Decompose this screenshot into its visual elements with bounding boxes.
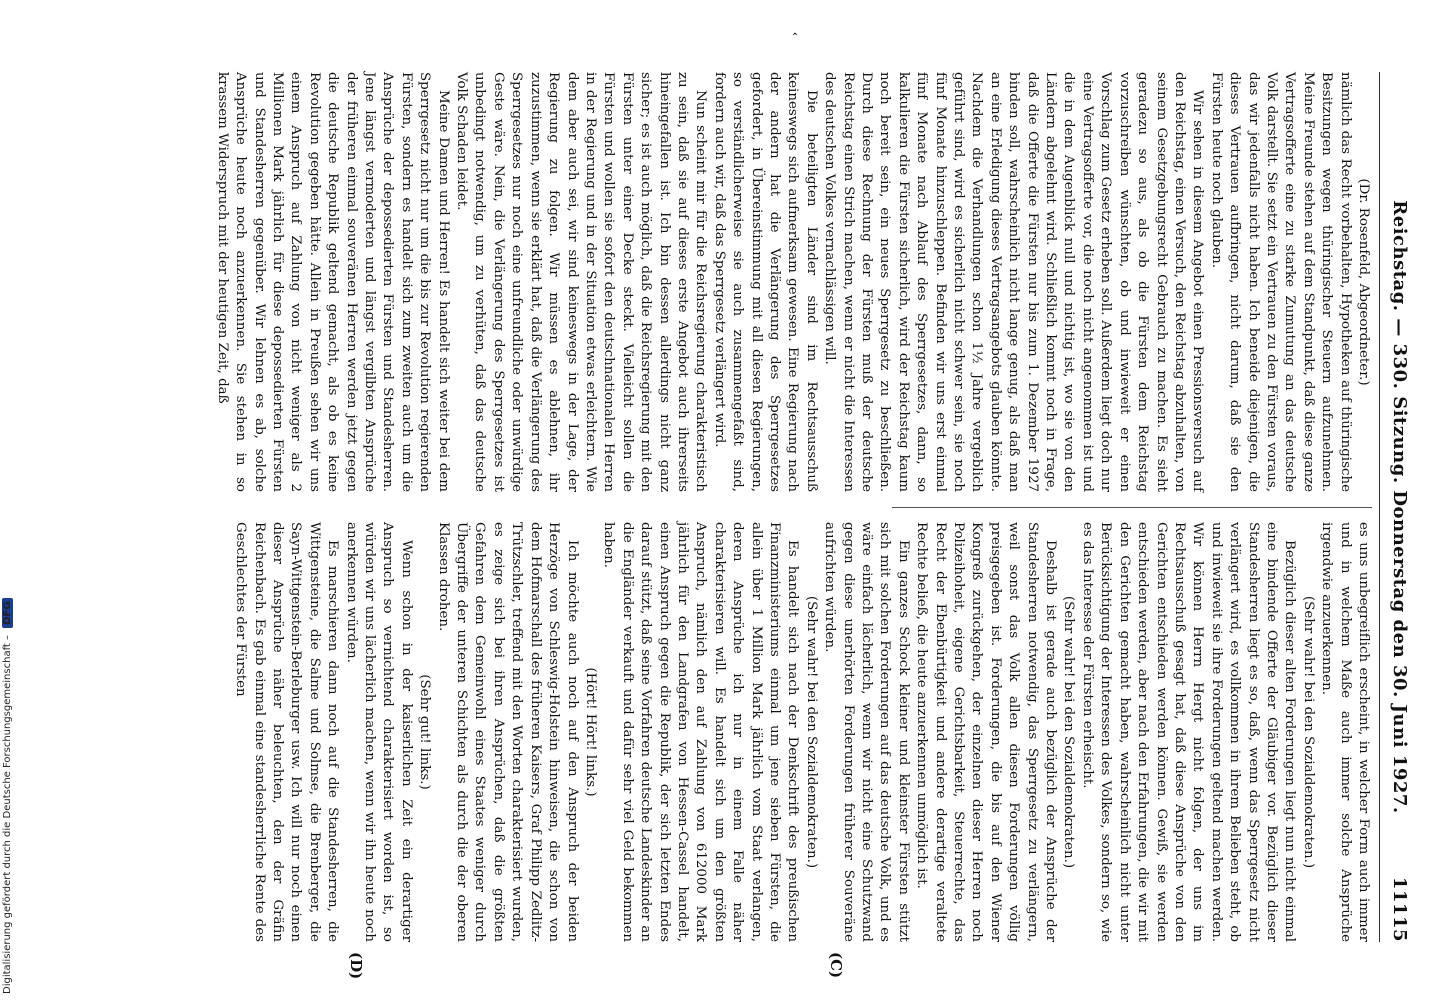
paragraph: Wir sehen in diesem Angebot einen Pressionsversuch auf den Reichstag, einen Versuch, den Reichstag abzuhalten, von seinem Gesetzgebungsrecht Gebrauch zu machen. Es sieht geradezu so aus, als ob die Fürsten dem Reichstag vorzuschreiben wünschten, ob und inwieweit er einen Vorschlag zum Gesetz erheben soll. Außerdem liegt doch nur eine Vertragsofferte vor, die noch nicht angenommen ist und die in dem Augenblick null und nichtig ist, wo sie von den Ländern abgelehnt wird. Schließlich kommt noch in Frage, daß die Offerte die Fürsten nur bis zum 1. Dezember 1927 binden soll, wahrscheinlich nicht lange genug, als daß man an eine Erledigung dieses Vertragsangebots glauben könnte. Nachdem die Verhandlungen schon 1½ Jahre vergeblich geführt sind, wird es sicherlich nicht schwer sein, sie noch fünf Monate hinzuschleppen. Befinden wir uns erst einmal fünf Monate nach Ablauf des Sperrgesetzes, dann, so kalkulieren die Fürsten sicherlich, wird der Reichstag kaum noch bereit sein, ein neues Sperrgesetz zu beschließen. Durch diese Rechnung der Fürsten muß der deutsche Reichstag einen Strich machen, wenn er nicht die Interessen des deutschen Volkes vernachlässigen will. (822, 72, 1206, 492)
column-divider (892, 507, 1372, 508)
paragraph: es uns unbegreiflich erscheint, in welcher Form auch immer und in welchem Maße auch immer solche Ansprüche irgendwie anzuerkennen. (1319, 522, 1371, 942)
page-title: Reichstag. — 330. Sitzung. Donnerstag den 30. Juni 1927. (1389, 200, 1410, 814)
credit-text: Digitalisierung gefördert durch die Deutsche Forschungsgemeinschaft – (2, 634, 13, 994)
speaker-line: (Dr. Rosenfeld, Abgeordneter.) (1356, 178, 1371, 386)
header-rule (1379, 72, 1380, 942)
left-column (212, 72, 1372, 492)
paragraph: Wenn schon in der kaiserlichen Zeit ein derartiger Anspruch so vernichtend charakterisiert worden ist, so würden wir uns lächerlich machen, wenn wir ihn heute noch anerkennen würden. (343, 522, 414, 942)
digitization-credit (2, 4, 18, 994)
margin-mark-left: ‹ (789, 32, 800, 36)
interjection: (Sehr wahr! bei den Sozialdemokraten.) (803, 595, 819, 869)
paragraph: Nun scheint mir für die Reichsregierung charakteristisch zu sein, daß sie auf dieses erste Angebot auch ihrerseits hineingefallen ist. Ich bin dessen allerdings nicht ganz sicher; es ist auch möglich, daß die Reichsregierung mit den Fürsten unter einer Decke steckt. Vielleicht sollen die Fürsten und wollen sie sofort den deutschnationalen Herren in der Regierung und in der Situation etwas erleichtern. Wie dem aber auch sei, wir sind keineswegs in der Lage, der Regierung zu folgen. Wir müssen es ablehnen, ihr zuzustimmen, wenn sie erklärt hat, daß die Verlängerung des Sperrgesetzes nur noch eine unfreundliche oder unwürdige Geste wäre. Nein, die Verlängerung des Sperrgesetzes ist unbedingt notwendig, um zu verhüten, daß das deutsche Volk Schaden leidet. (454, 72, 709, 492)
interjection: (Sehr gut! links.) (417, 674, 433, 790)
paragraph: Deshalb ist gerade auch bezüglich der Ansprüche der Standesherren notwendig, das Sperrgesetz zu verlängern, weil sonst das Volk allen diesen Forderungen völlig preisgegeben ist. Forderungen, die bis auf den Wiener Kongreß zurückgehen, der einzelnen dieser Herren noch Polizeihoheit, eigene Gerichtsbarkeit, Steuerrechte, das Recht der Ebenbürtigkeit und andere derartige veraltete Rechte beließ, die heute anzuerkennen unmöglich ist. (914, 522, 1059, 942)
paragraph: nämlich das Recht vorbehalten, Hypotheken auf thüringische Besitzungen wegen thüringischer Steuern aufzunehmen. Meine Freunde stehen auf dem Standpunkt, daß diese ganze Vertragsofferte eine zu starke Zumutung an das deutsche Volk darstellt. Sie setzt ein Vertrauen zu den Fürsten voraus, das wir jedenfalls nicht haben. Ich beneide diejenigen, die dieses Vertrauen aufbringen, nicht darum, daß sie den Fürsten heute noch glauben. (1208, 72, 1353, 492)
right-column (231, 522, 1372, 942)
interjection: (Sehr wahr! bei den Sozialdemokraten.) (1061, 595, 1077, 869)
document-page (120, 32, 1410, 980)
credit-line (2, 4, 16, 994)
paragraph: Meine Damen und Herren! Es handelt sich weiter bei dem Sperrgesetz nicht nur um die bis zur Revolution regierenden Fürsten, sondern es handelt sich zum zweiten auch um die Ansprüche der depossedierten Fürsten und Standesherren. Jene längst vermoderten und längst vergilbten Ansprüche der früheren einmal souveränen Herren werden jetzt gegen die deutsche Republik geltend gemacht, als ob es keine Revolution gegeben hätte. Allein in Preußen sehen wir uns einem Anspruch auf Zahlung von nicht weniger als 2 Millionen Mark jährlich für diese depossedierten Fürsten und Standesherren gegenüber. Wir lehnen es ab, solche Ansprüche heute noch anzuerkennen. Sie stehen in so krassem Widerspruch mit der heutigen Zeit, daß (214, 72, 451, 492)
paragraph: Ein ganzes Schock kleiner und kleinster Fürsten stützt sich mit solchen Forderungen auf das deutsche Volk, und es wäre einfach lächerlich, wenn wir nicht eine Schutzwand gegen diese unerhörten Forderungen früherer Souveräne aufrichten würden. (822, 522, 911, 942)
page-header (1384, 72, 1410, 942)
interjection: (Hört! Hört! links.) (582, 667, 598, 797)
margin-mark-c: (C) (827, 952, 845, 979)
paragraph: Die beteiligten Länder sind im Rechtsausschuß keineswegs sich aufmerksam gewesen. Eine Regierung nach der andern hat die Verlängerung des Sperrgesetzes gefordert, in Übereinstimmung mit all diesen Regierungen, so verständlicherweise sie auch zusammengefaßt sind, fordern auch wir, daß das Sperrgesetz verlängert wird. (711, 72, 819, 492)
dfg-logo: DFG (2, 598, 13, 627)
paragraph: Ich möchte auch noch auf den Anspruch der beiden Herzöge von Schleswig-Holstein hinweisen, die schon von dem Hofmarschall des früheren Kaisers, Graf Philipp Zedlitz-Trützschler, treffend mit den Worten charakterisiert wurden, es zeige sich bei ihren Ansprüchen, daß die größten Gefahren dem Gemeinwohl eines Staates weniger durch Übergriffe der unteren Schichten als durch die der oberen Klassen drohen. (435, 522, 580, 942)
margin-mark-d: (D) (347, 952, 365, 980)
page-number: 11115 (1389, 876, 1410, 942)
interjection: (Sehr wahr! bei den Sozialdemokraten.) (1300, 595, 1316, 869)
paragraph: Es handelt sich nach der Denkschrift des preußischen Finanzministeriums einmal um jene sieben Fürsten, die allein über 1 Million Mark jährlich vom Staat verlangen, deren Ansprüche ich nur in einem Falle näher charakterisieren will. Es handelt sich um den größten Anspruch, nämlich den auf Zahlung von 612000 Mark jährlich für den Landgrafen von Hessen-Cassel handelt, einen Anspruch gegen die Republik, der sich letzten Endes darauf stützt, daß seine Vorfahren deutsche Landeskinder an die Engländer verkauft und dafür sehr viel Geld bekommen haben. (601, 522, 801, 942)
paragraph: Es marschieren dann noch auf die Standesherren, die Wittgensteine, die Salme und Solmse, die Brenberger, die Sayn-Wittgenstein-Berleburger usw. Ich will nur noch einen dieser Ansprüche näher beleuchten, den der Gräfin Reichenbach. Es gab einmal eine standesherrliche Rente des Geschlechtes der Fürsten (233, 522, 341, 942)
paragraph: Bezüglich dieser alten Forderungen liegt nun nicht einmal eine bindende Offerte der Gläubiger vor. Bezüglich dieser Standesherren liegt es so, daß, wenn das Sperrgesetz nicht verlängert wird, es vollkommen in ihrem Belieben steht, ob und inwieweit sie ihre Forderungen geltend machen werden. Wir können Herrn Hergt nicht folgen, der uns im Rechtsausschuß gesagt hat, daß diese Ansprüche von den Gerichten entschieden werden können. Gewiß, sie werden entschieden werden, aber nach den Erfahrungen, die wir mit den Gerichten gemacht haben, wahrscheinlich nicht unter Berücksichtigung der Interessen des Volkes, sondern so, wie es das Interesse der Fürsten erheischt. (1079, 522, 1298, 942)
